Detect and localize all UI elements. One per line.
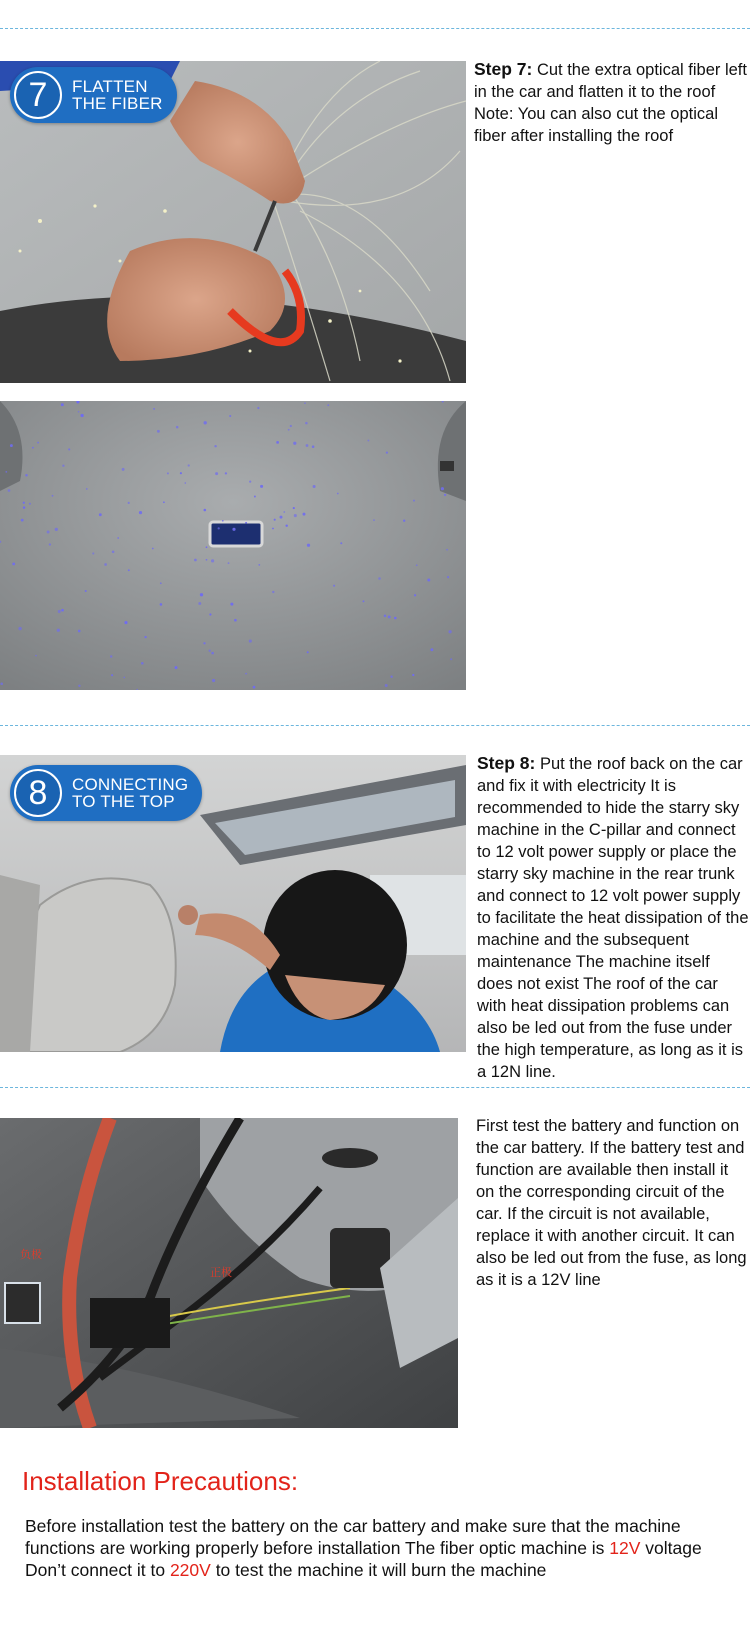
- star-dot: [444, 494, 446, 496]
- step7-badge-label: [72, 78, 163, 112]
- star-dot: [23, 502, 25, 504]
- star-dot: [307, 544, 310, 547]
- star-dot: [47, 531, 50, 534]
- star-dot: [124, 621, 127, 624]
- star-dot: [367, 440, 369, 442]
- star-dot: [394, 617, 397, 620]
- precautions-part2: voltage Don’t connect it to: [25, 1538, 702, 1580]
- star-dot: [141, 662, 144, 665]
- star-dot: [228, 562, 230, 564]
- star-dot: [450, 658, 452, 660]
- star-dot: [176, 426, 179, 429]
- star-dot: [85, 590, 87, 592]
- star-dot: [25, 474, 28, 477]
- star-dot: [160, 603, 163, 606]
- step8-badge-number: 8: [14, 769, 62, 817]
- star-dot: [448, 630, 451, 633]
- battery-text: First test the battery and function on the car battery. If the battery test and function are available then install it on the corresponding circuit of the car. If the circuit is not available, replace it with another circuit. It can also be led out from the fuse, as long as it is a 12V line: [476, 1117, 747, 1289]
- star-dot: [272, 591, 274, 593]
- starry-roof-photo: [0, 401, 466, 690]
- star-dot: [337, 493, 339, 495]
- battery-photo: [0, 1118, 458, 1428]
- star-dot: [49, 543, 51, 545]
- star-dot: [413, 500, 415, 502]
- star-dot: [35, 655, 37, 657]
- star-dot: [12, 562, 15, 565]
- star-dot: [283, 511, 285, 513]
- star-dot: [229, 415, 231, 417]
- step8-badge: [10, 765, 202, 821]
- star-dot: [340, 542, 342, 544]
- step7-badge-number: 7: [14, 71, 62, 119]
- star-dot: [37, 442, 39, 444]
- star-dot: [385, 684, 388, 687]
- star-dot: [80, 414, 83, 417]
- star-dot: [253, 686, 256, 689]
- star-dot: [157, 430, 160, 433]
- star-dot: [52, 495, 54, 497]
- step7-body: Cut the extra optical fiber left in the car and flatten it to the roof Note: You can also cut the optical fiber after installing the roof: [474, 61, 747, 145]
- step7-text: [474, 58, 750, 147]
- star-dot: [112, 550, 115, 553]
- star-dot: [163, 501, 165, 503]
- star-dot: [68, 448, 70, 450]
- star-dot: [412, 674, 414, 676]
- star-dot: [303, 513, 306, 516]
- star-dot: [188, 464, 190, 466]
- star-dot: [386, 451, 388, 453]
- star-dot: [78, 630, 81, 633]
- star-dot: [198, 602, 201, 605]
- star-dot: [152, 548, 154, 550]
- star-dot: [206, 546, 208, 548]
- star-dot: [200, 593, 203, 596]
- star-dot: [403, 520, 405, 522]
- step8-badge-label: [72, 776, 188, 810]
- star-dot: [390, 676, 392, 678]
- star-dot: [272, 528, 274, 530]
- precautions-part3: to test the machine it will burn the machine: [210, 1560, 547, 1580]
- star-dot: [214, 445, 216, 447]
- star-dot: [333, 585, 335, 587]
- star-dot: [55, 528, 58, 531]
- step8-badge-line1: CONNECTING: [72, 775, 189, 794]
- star-dot: [245, 673, 247, 675]
- star-dot: [128, 502, 130, 504]
- step8-badge-line2: TO THE TOP: [72, 792, 175, 811]
- star-dot: [373, 519, 375, 521]
- star-dot: [5, 471, 7, 473]
- star-dot: [313, 485, 316, 488]
- precautions-part1: Before installation test the battery on the car battery and make sure that the machine functions are working properly before installation The fiber optic machine is: [25, 1516, 681, 1558]
- star-dot: [288, 429, 290, 431]
- star-dot: [234, 619, 237, 622]
- star-dot: [61, 609, 64, 612]
- star-dot: [206, 559, 208, 561]
- star-dot: [110, 655, 112, 657]
- star-dot: [276, 441, 279, 444]
- star-dot: [290, 425, 292, 427]
- step7-heading: Step 7:: [474, 59, 533, 79]
- star-dot: [167, 472, 169, 474]
- star-dot: [327, 404, 329, 406]
- star-dot: [122, 468, 125, 471]
- star-dot: [446, 549, 448, 551]
- star-dot: [117, 537, 119, 539]
- star-dot: [104, 563, 107, 566]
- star-dot: [258, 564, 260, 566]
- star-dot: [21, 519, 24, 522]
- star-dot: [175, 666, 178, 669]
- star-dot: [57, 629, 60, 632]
- star-dot: [363, 600, 365, 602]
- star-dot: [293, 507, 295, 509]
- star-dot: [225, 472, 227, 474]
- star-dot: [285, 524, 287, 526]
- star-dot: [203, 642, 205, 644]
- star-dot: [18, 627, 21, 630]
- step7-badge-line1: FLATTEN: [72, 77, 148, 96]
- star-dot: [230, 603, 233, 606]
- star-dot: [211, 559, 214, 562]
- star-dot: [378, 577, 381, 580]
- star-dot: [249, 480, 251, 482]
- star-dot: [293, 442, 296, 445]
- step8-heading: Step 8:: [477, 753, 536, 773]
- star-dot: [0, 682, 3, 685]
- star-dot: [212, 679, 215, 682]
- star-dot: [92, 552, 94, 554]
- precautions-title: Installation Precautions:: [22, 1466, 299, 1496]
- star-dot: [215, 472, 218, 475]
- battery-label-positive: 正极: [210, 1266, 232, 1279]
- star-dot: [160, 582, 162, 584]
- precautions-voltage-220: 220V: [169, 1560, 211, 1580]
- divider-step8: [0, 725, 750, 726]
- star-dot: [209, 613, 211, 615]
- star-dot: [416, 564, 418, 566]
- star-dot: [62, 464, 64, 466]
- divider-battery: [0, 1087, 750, 1088]
- star-dot: [153, 408, 155, 410]
- divider-top: [0, 28, 750, 29]
- star-dot: [180, 472, 182, 474]
- star-dot: [384, 615, 387, 618]
- star-dot: [61, 403, 64, 406]
- star-dot: [218, 527, 220, 529]
- precautions-body: [25, 1515, 735, 1581]
- star-dot: [58, 610, 61, 613]
- star-dot: [29, 503, 31, 505]
- star-dot: [111, 674, 113, 676]
- star-dot: [86, 488, 88, 490]
- star-dot: [254, 496, 256, 498]
- star-dot: [430, 648, 433, 651]
- star-dot: [144, 636, 146, 638]
- star-dot: [312, 445, 315, 448]
- star-dot: [306, 444, 309, 447]
- star-dot: [414, 594, 416, 596]
- step7-badge-line2: THE FIBER: [72, 94, 163, 113]
- star-dot: [222, 520, 224, 522]
- step8-body: Put the roof back on the car and fix it with electricity It is recommended to hide the starry sky machine in the C-pillar and connect to 12 volt power supply or place the starry sky machine in the rear trunk and connect to 12 volt power supply to facilitate the heat dissipation of the machine and the subsequent maintenance The machine itself does not exist The roof of the car with heat dissipation problems can also be led out from the fuse under the high temperature, as long as it is a 12N line.: [477, 755, 749, 1081]
- battery-label-negative: 负极: [20, 1248, 42, 1261]
- star-dot: [123, 677, 125, 679]
- star-dot: [78, 685, 80, 687]
- star-dot: [447, 576, 449, 578]
- star-dot: [78, 411, 80, 413]
- star-dot: [128, 569, 130, 571]
- star-dot: [32, 447, 34, 449]
- star-dot: [185, 482, 187, 484]
- star-dot: [249, 640, 252, 643]
- step7-badge: [10, 67, 177, 123]
- star-dot: [232, 528, 235, 531]
- star-dot: [260, 485, 263, 488]
- star-dot: [280, 516, 283, 519]
- star-dot: [441, 487, 444, 490]
- star-dot: [305, 422, 308, 425]
- star-dot: [209, 650, 211, 652]
- star-dot: [211, 652, 214, 655]
- star-dot: [304, 402, 306, 404]
- star-dot: [23, 506, 25, 508]
- star-dot: [204, 421, 207, 424]
- star-dot: [8, 489, 11, 492]
- star-dot: [10, 444, 13, 447]
- star-dot: [194, 559, 197, 562]
- star-dot: [274, 519, 276, 521]
- star-dot: [388, 615, 391, 618]
- star-dot: [99, 513, 102, 516]
- star-dot: [257, 407, 259, 409]
- star-dot: [307, 651, 309, 653]
- star-dot: [427, 578, 430, 581]
- step8-text: [477, 752, 750, 1083]
- star-dot: [139, 511, 142, 514]
- star-dot: [245, 522, 247, 524]
- precautions-voltage-12: 12V: [609, 1538, 641, 1558]
- star-dot: [294, 514, 297, 517]
- star-dot: [204, 509, 207, 512]
